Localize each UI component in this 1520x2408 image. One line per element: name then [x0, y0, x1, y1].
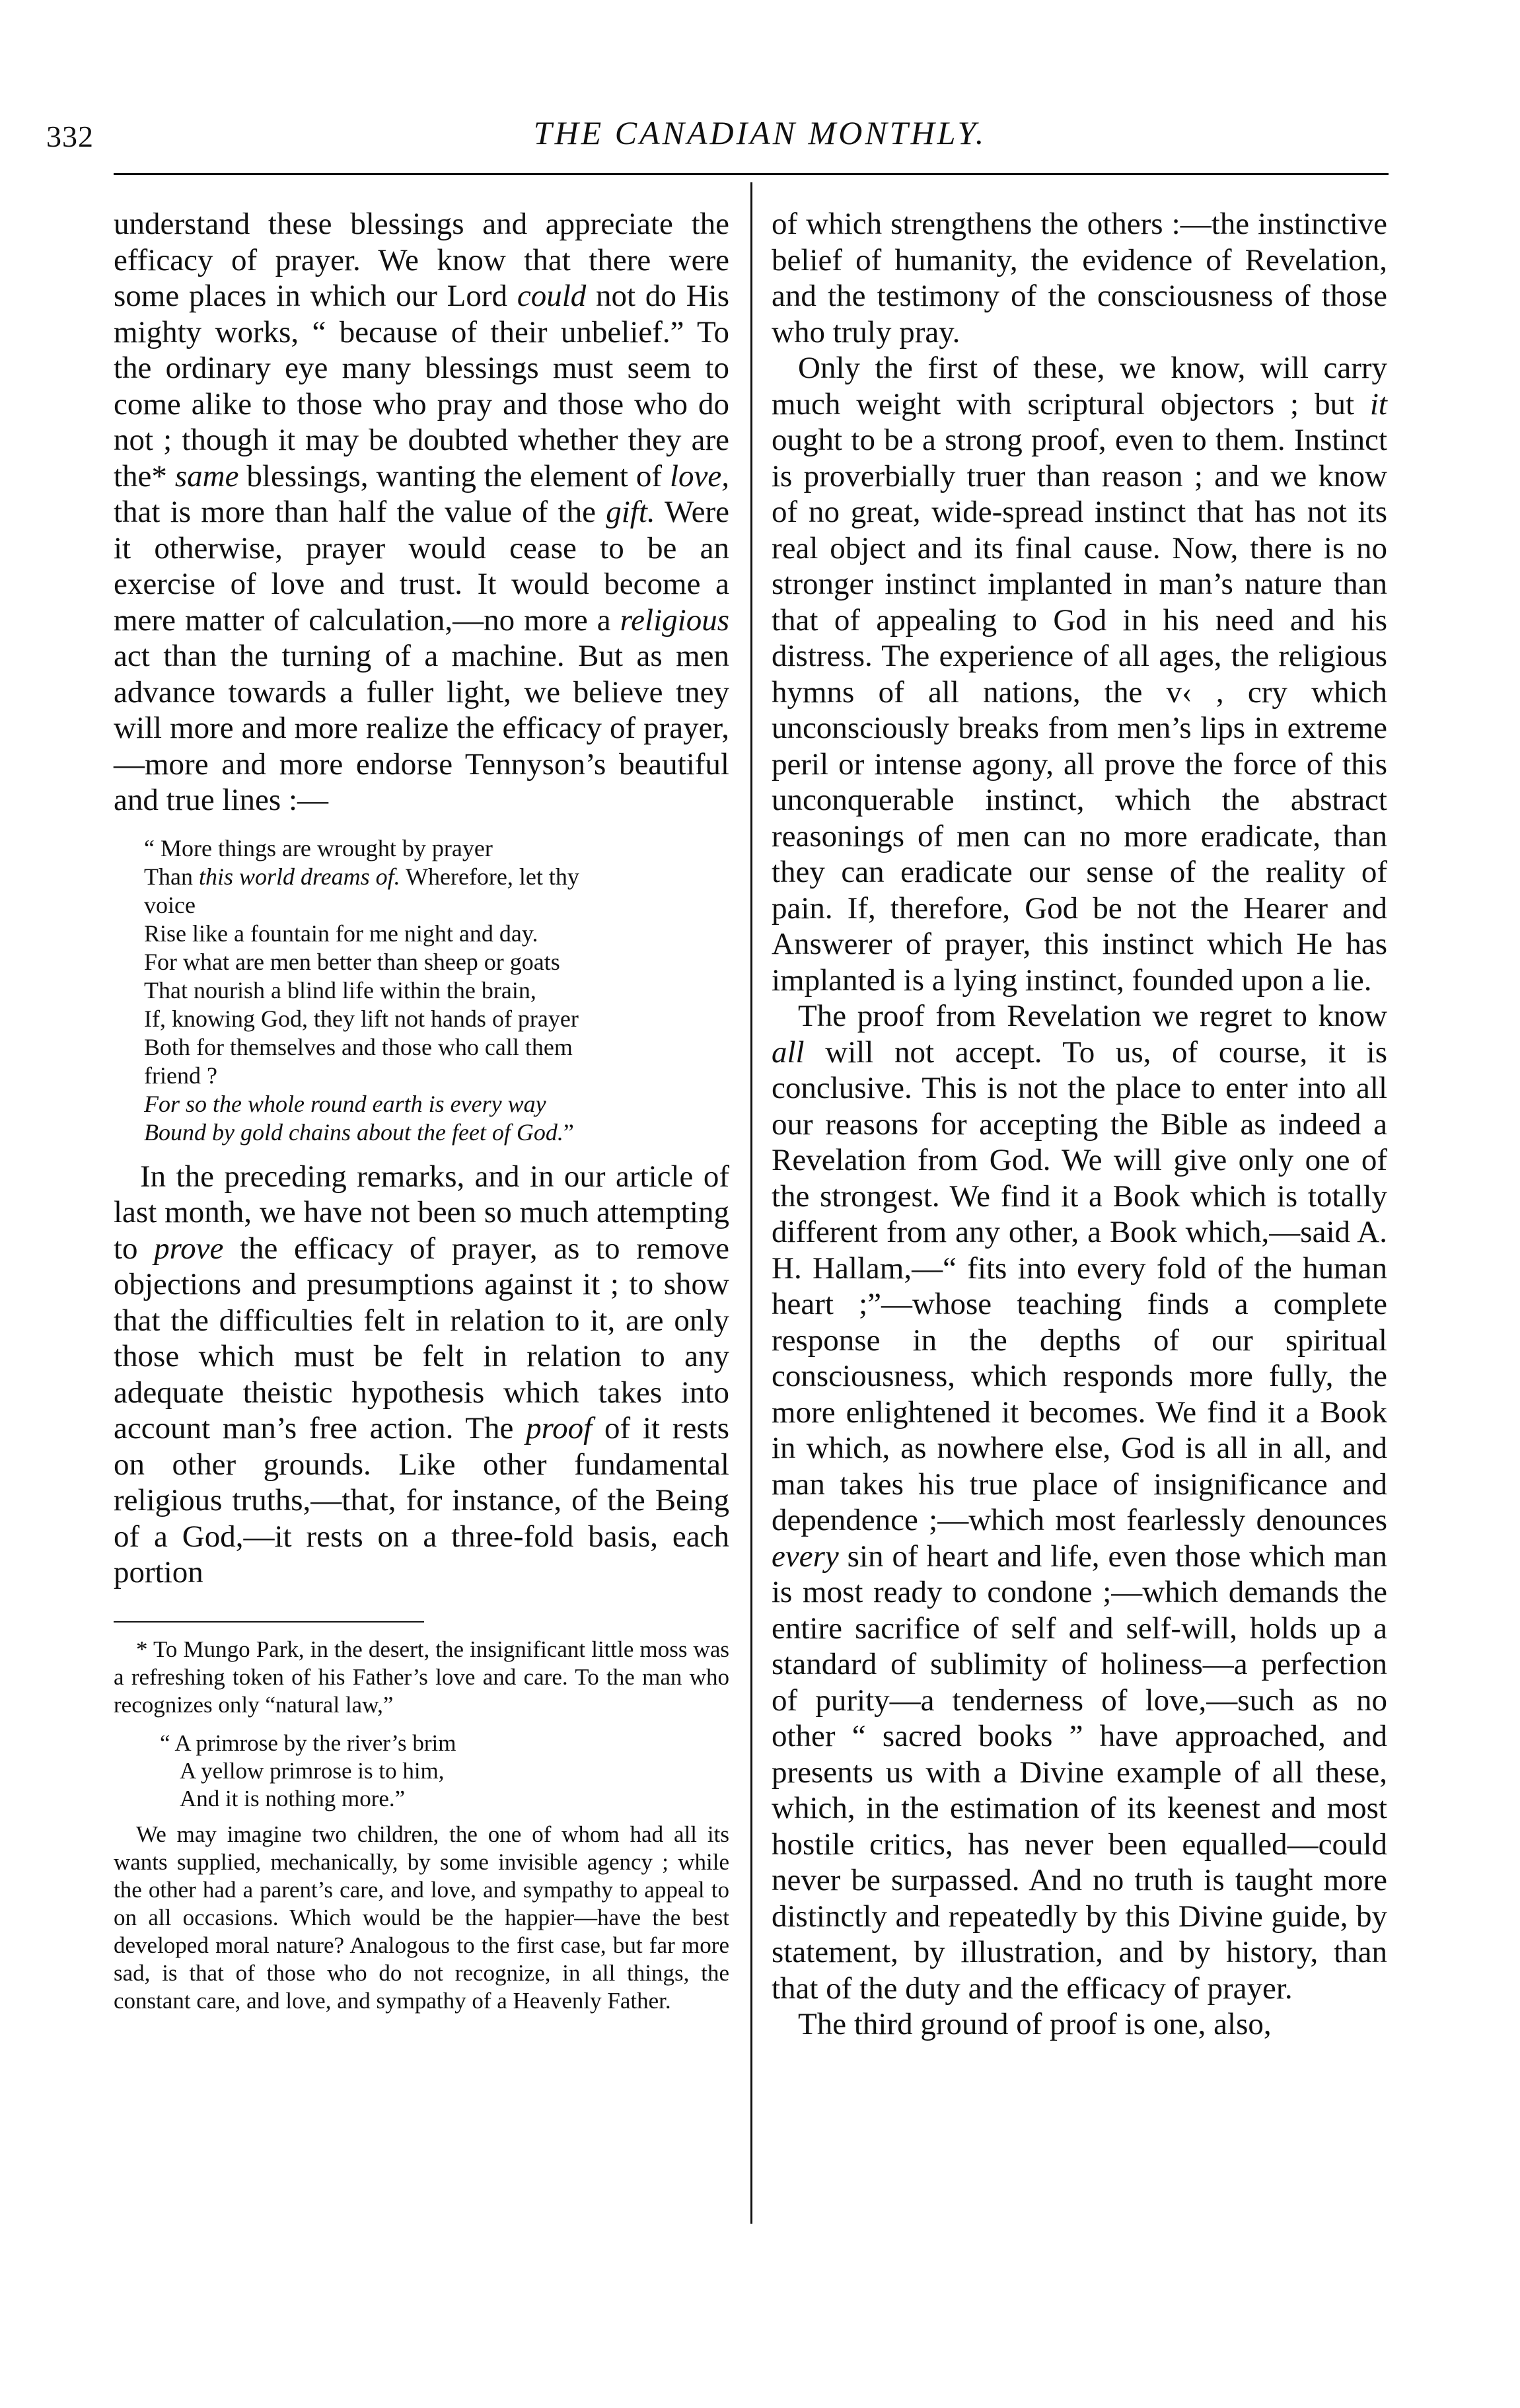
verse-line: And it is nothing more.”: [180, 1785, 406, 1811]
column-divider: [750, 182, 752, 2224]
poem-line: Rise like a fountain for me night and day.: [144, 920, 538, 947]
right-paragraph-2: Only the first of these, we know, will carry much weight with scriptural objectors ; but it ought to be a strong proof, even to them. Instinct is proverbially truer than reason ; and we know of no great, wide-spread instinct that has not its real object and its final cause. Now, there is no stronger instinct implanted in man’s nature than that of appealing to God in his need and his distress. The experience of all ages, the religious hymns of all nations, the v‹ , cry which unconsciously breaks from men’s lips in extreme peril or intense agony, all prove the force of this unconquerable instinct, which the abstract reasonings of men can no more eradicate, than they can eradicate our sense of the reality of pain. If, therefore, God be not the Hearer and Answerer of prayer, this instinct which He has implanted is a lying instinct, founded upon a lie.: [772, 351, 1387, 998]
poem-line: friend ?: [144, 1062, 217, 1089]
poem-line: For what are men better than sheep or goats: [144, 948, 560, 975]
page-number: 332: [46, 120, 94, 153]
right-column: [772, 206, 1387, 2043]
footnote-intro: * To Mungo Park, in the desert, the insignificant little moss was a refreshing token of his Father’s love and care. To the man who recognizes only “natural law,”: [114, 1636, 729, 1718]
poem-line: Bound by gold chains about the feet of God.”: [144, 1118, 574, 1146]
footnote: [114, 1636, 729, 2015]
poem-line: Both for themselves and those who call them: [144, 1033, 573, 1060]
right-paragraph-3: The proof from Revelation we regret to know all will not accept. To us, of course, it is conclusive. This is not the place to enter into all our reasons for accepting the Bible as indeed a Revelation from God. We will give only one of the strongest. We find it a Book which is totally different from any other, a Book which,—said A. H. Hallam,—“ fits into every fold of the human heart ;”—whose teaching finds a complete response in the depths of our spiritual consciousness, which responds more fully, the more enlightened it becomes. We find it a Book in which, as nowhere else, God is all in all, and man takes his true place of insignificance and dependence ;—which most fearlessly denounces every sin of heart and life, even those which man is most ready to condone ;—which demands the entire sacrifice of self and self-will, holds up a standard of sublimity of holiness—a perfection of purity—a tenderness of love,—such as no other “ sacred books ” have approached, and presents us with a Divine example of all these, which, in the estimation of its keenest and most hostile critics, has never been equalled—could never be surpassed. And no truth is taught more distinctly and repeatedly by this Divine guide, by statement, by illustration, and by history, than that of the duty and the efficacy of prayer.: [772, 999, 1387, 2006]
poem-line: “ More things are wrought by prayer: [144, 834, 493, 861]
footnote-body: We may imagine two children, the one of whom had all its wants supplied, mechanically, by some invisible agency ; while the other had a parent’s care, and love, and sympathy to appeal to on all occasions. Which would be the happier—have the best developed moral nature? Analogous to the first case, but far more sad, is that of those who do not recognize, in all things, the constant care, and love, and sympathy of a Heavenly Father.: [114, 1821, 729, 2014]
right-paragraph-1: of which strengthens the others :—the instinctive belief of humanity, the evidence of Revelation, and the testimony of the consciousness of those who truly pray.: [772, 207, 1387, 349]
right-paragraph-4: The third ground of proof is one, also,: [798, 2007, 1272, 2041]
poem-line: Than this world dreams of. Wherefore, let thy: [144, 863, 579, 890]
poem-line: voice: [144, 891, 196, 918]
tennyson-poem: [114, 834, 729, 1147]
poem-line: That nourish a blind life within the brain,: [144, 976, 536, 1003]
verse-line: “ A primrose by the river’s brim: [160, 1730, 456, 1756]
running-title: THE CANADIAN MONTHLY.: [533, 114, 987, 151]
left-paragraph-1: understand these blessings and appreciate the efficacy of prayer. We know that there were some places in which our Lord could not do His mighty works, “ because of their unbelief.” To the ordinary eye many blessings must seem to come alike to those who pray and those who do not ; though it may be doubted whether they are the* same blessings, wanting the element of love, that is more than half the value of the gift. Were it otherwise, prayer would cease to be an exercise of love and trust. It would become a mere matter of calculation,—no more a religious act than the turning of a machine. But as men advance towards a fuller light, we believe tney will more and more realize the efficacy of prayer,—more and more endorse Tennyson’s beautiful and true lines :—: [114, 207, 730, 817]
poem-line: If, knowing God, they lift not hands of prayer: [144, 1005, 579, 1032]
verse-line: A yellow primrose is to him,: [180, 1757, 445, 1784]
left-paragraph-2: In the preceding remarks, and in our article of last month, we have not been so much attempting to prove the efficacy of prayer, as to remove objections and presumptions against it ; to show that the difficulties felt in relation to it, are only those which must be felt in relation to any adequate theistic hypothesis which takes into account man’s free action. The proof of it rests on other grounds. Like other fundamental religious truths,—that, for instance, of the Being of a God,—it rests on a three-fold basis, each portion: [114, 1159, 730, 1589]
footnote-verse: [114, 1730, 729, 1813]
left-column: [114, 206, 729, 2015]
poem-line: For so the whole round earth is every way: [144, 1090, 546, 1117]
footnote-rule: [114, 1621, 424, 1623]
header-rule: [114, 173, 1389, 175]
